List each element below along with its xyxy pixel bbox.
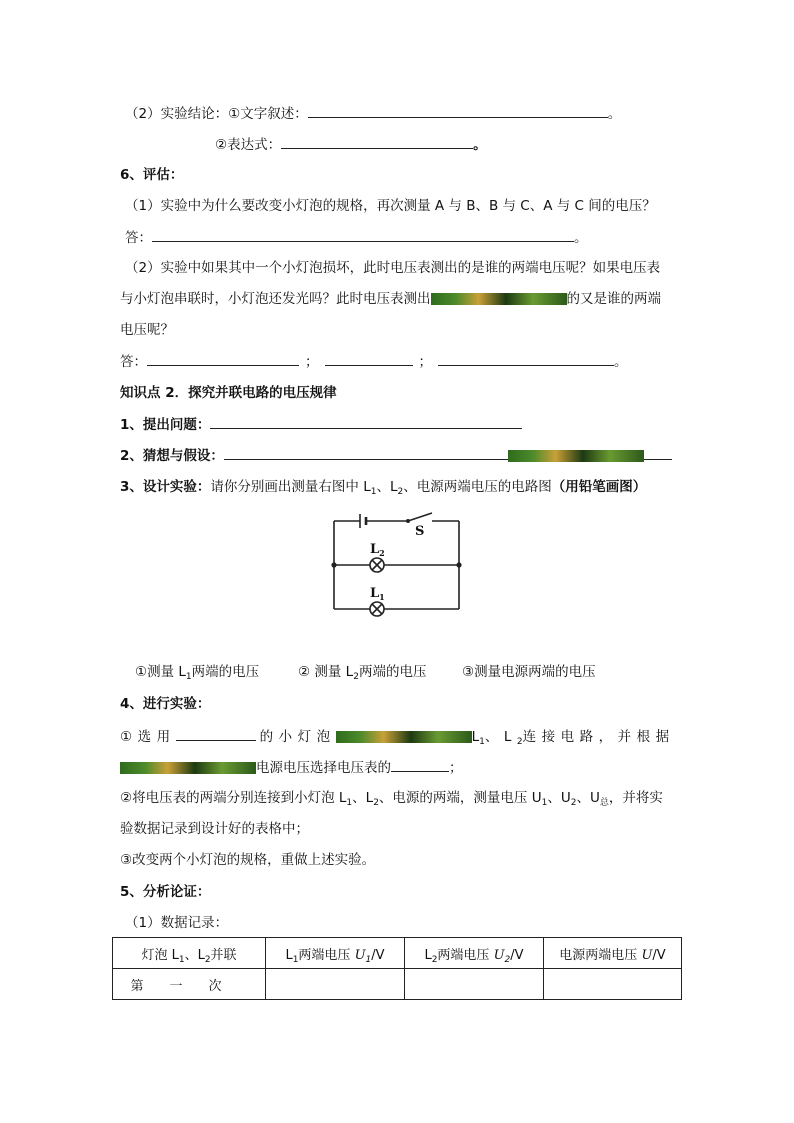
semicolon: ； [418, 354, 432, 370]
bulb-spec-blank[interactable] [176, 727, 256, 741]
expression-label: ②表达式： [215, 137, 282, 153]
design-text: 、L [376, 479, 398, 495]
design-text: 请你分别画出测量右图中 L [210, 479, 371, 495]
answer-label: 答： [120, 354, 147, 370]
evaluation-answer-2-line [120, 352, 628, 371]
answer-1-blank[interactable] [152, 228, 574, 242]
knowledge-point-2-title: 知识点 2．探究并联电路的电压规律 [120, 385, 337, 401]
question-blank[interactable] [210, 415, 522, 429]
data-record-label: （1）数据记录： [125, 915, 229, 931]
conclusion-label: （2）实验结论：①文字叙述： [125, 106, 308, 122]
evaluation-answer-1-line [125, 228, 588, 247]
step-label: 2、猜想与假设： [120, 448, 224, 464]
step-analysis: 5、分析论证： [120, 884, 211, 900]
conclusion-text-blank[interactable] [308, 104, 608, 118]
procedure-step-1-line2: 电源电压选择电压表的 ； [120, 758, 463, 777]
data-record-table [112, 937, 682, 1000]
evaluation-question-1: （1）实验中为什么要改变小灯泡的规格，再次测量 A 与 B、B 与 C、A 与 C 间的电压？ [125, 198, 656, 214]
question-text: 的又是谁的两端 [566, 291, 661, 307]
smudged-image [336, 731, 472, 743]
answer-label: 答： [125, 230, 152, 246]
step-label: 1、提出问题： [120, 417, 211, 433]
smudged-image [431, 293, 567, 305]
answer-2c-blank[interactable] [438, 352, 614, 366]
header-l2-voltage: $L_2$两端电压 $U_2/V$ [405, 938, 544, 969]
period: 。 [607, 106, 622, 122]
evaluation-question-2-line2 [120, 290, 661, 308]
cell-u-total[interactable] [544, 969, 682, 1000]
lamp-l1-label: $L_1$ [370, 586, 385, 602]
table-row [113, 969, 682, 1000]
switch-blade [408, 513, 432, 521]
hypothesis-blank-tail[interactable] [644, 446, 672, 460]
procedure-text: 电源电压选择电压表的 [256, 760, 391, 776]
conclusion-expr-line [215, 135, 487, 154]
measure-option-2: ② 测量 $L_2$两端的电压 [298, 664, 427, 682]
answer-2a-blank[interactable] [147, 352, 299, 366]
header-bulbs-parallel: 灯泡 $L_1$、$L_2$并联 [113, 938, 266, 969]
switch-pivot [406, 519, 410, 523]
period: 。 [473, 137, 487, 153]
step-conduct-experiment: 4、进行实验： [120, 696, 211, 712]
procedure-step-3: ③改变两个小灯泡的规格，重做上述实验。 [120, 852, 376, 868]
step-design-experiment: 3、设计实验：请你分别画出测量右图中 $L_1$、$L_2$、电源两端电压的电路图（用铅笔画图） [120, 479, 647, 497]
parallel-circuit-diagram [320, 505, 470, 620]
design-note: （用铅笔画图） [551, 479, 647, 495]
measure-option-1: ①测量 $L_1$两端的电压 [135, 664, 260, 682]
cell-u1[interactable] [266, 969, 405, 1000]
question-text: 与小灯泡串联时，小灯泡还发光吗？此时电压表测出 [120, 291, 431, 307]
step-ask-question [120, 415, 522, 434]
design-text: 、电源两端电压的电路图 [403, 479, 552, 495]
period: 。 [574, 230, 588, 246]
cell-u2[interactable] [405, 969, 544, 1000]
smudged-image [120, 762, 256, 774]
switch-label: S [415, 524, 425, 539]
procedure-text: ①选用 [120, 729, 176, 745]
period: 。 [614, 354, 628, 370]
lamp-l2-label: $L_2$ [370, 542, 385, 558]
junction-dot [331, 562, 336, 567]
junction-dot [456, 562, 461, 567]
procedure-text: 连接电路，并根据 [522, 729, 675, 745]
section-heading-evaluation: 6、评估： [120, 167, 184, 183]
hypothesis-blank[interactable] [224, 446, 508, 460]
procedure-step-1-line1: ①选用 的小灯泡 $L_1$、$L_2$连接电路，并根据 [120, 729, 675, 747]
header-source-voltage: 电源两端电压 U/V [544, 938, 682, 969]
smudged-image [508, 450, 644, 462]
answer-2b-blank[interactable] [325, 352, 413, 366]
conclusion-text-line [125, 104, 621, 123]
voltmeter-range-blank[interactable] [391, 758, 449, 772]
header-l1-voltage: $L_1$两端电压 $U_1/V$ [266, 938, 405, 969]
measure-option-3: ③测量电源两端的电压 [462, 664, 596, 680]
row-label-first: 第一次 [113, 969, 266, 1000]
evaluation-question-2-line3: 电压呢？ [120, 322, 174, 338]
procedure-step-2-line2: 验数据记录到设计好的表格中； [120, 821, 309, 837]
semicolon: ； [305, 354, 319, 370]
step-label: 3、设计实验： [120, 479, 211, 495]
table-header-row [113, 938, 682, 969]
procedure-text: 的小灯泡 [259, 729, 336, 745]
expression-blank[interactable] [281, 135, 473, 149]
evaluation-question-2-line1: （2）实验中如果其中一个小灯泡损坏，此时电压表测出的是谁的两端电压呢？如果电压表 [125, 260, 661, 276]
procedure-step-2-line1: ②将电压表的两端分别连接到小灯泡 $L_1$、$L_2$、电源的两端，测量电压 $U_1$、$U_2$、$U_总$，并将实 [120, 790, 663, 808]
step-hypothesis [120, 446, 672, 465]
